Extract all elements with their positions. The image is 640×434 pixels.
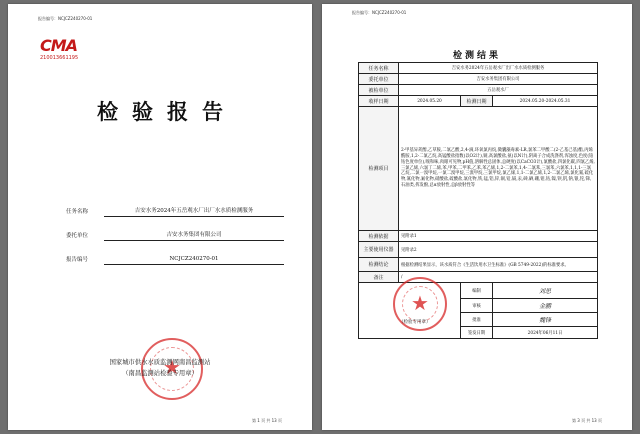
seal-caption: （检验专用章）	[399, 320, 431, 325]
conclusion-label: 检测结论	[359, 258, 399, 272]
inspected-label: 被检单位	[359, 85, 399, 96]
page-number: 第 3 页 共 13 页	[572, 418, 602, 423]
issuer	[8, 357, 312, 379]
page-number: 第 1 页 共 13 页	[252, 418, 282, 423]
task-label: 任务名称	[359, 63, 399, 74]
basis-label: 检测依据	[359, 231, 399, 242]
instrument-value: 见附录2	[399, 242, 598, 258]
report-number-header: 报告编号：NCJCZ240270-01	[352, 10, 407, 15]
client-label: 委托单位	[66, 233, 89, 239]
instrument-label: 主要使用仪器	[359, 242, 399, 258]
approve-label: 批准	[461, 313, 493, 327]
issuer-name: 国家城市供水水质监测网南昌监测站	[109, 359, 211, 366]
task-value: 吉安水务2024年五岳观水厂出厂水水质检测服务	[399, 63, 598, 74]
conclusion-value: 根据检测结果显示，该水质符合《生活饮用水卫生标准》(GB 5749-2022)的标准要求。	[399, 258, 598, 272]
test-date-label: 检测日期	[461, 96, 493, 107]
cma-mark: CMA	[40, 36, 78, 55]
remarks-label: 备注	[359, 272, 399, 283]
issue-date-label: 签发日期	[461, 327, 493, 339]
results-title: 检测结果	[452, 51, 501, 61]
table-row	[359, 231, 598, 242]
basis-value: 见附录1	[399, 231, 598, 242]
seal-star-icon: ★	[163, 355, 181, 379]
report-number-header: 报告编号：NCJCZ240270-01	[38, 16, 93, 21]
task-name-value: 吉安水务2024年五岳观水厂出厂水水质检测服务	[104, 206, 284, 217]
compile-label: 编制	[461, 283, 493, 299]
cma-logo	[40, 38, 88, 61]
seal-star-icon: ★	[411, 291, 429, 315]
results-page	[322, 4, 632, 430]
compile-signature: 刘思	[493, 283, 598, 299]
received-value: 2024.05.20	[399, 96, 461, 107]
table-row	[359, 283, 598, 299]
approve-signature: 魏锋	[493, 313, 598, 327]
task-name-row	[66, 204, 284, 217]
client-value: 吉安水务集团有限公司	[104, 230, 284, 241]
table-row	[359, 272, 598, 283]
inspected-value: 五岳观水厂	[399, 85, 598, 96]
report-number-row	[66, 252, 284, 265]
issuer-seal-note: （南昌监测站检验专用章）	[122, 370, 198, 377]
report-number-value: NCJCZ240270-01	[104, 256, 284, 265]
items-label: 检测项目	[359, 107, 399, 231]
client-row	[66, 228, 284, 241]
received-label: 收样日期	[359, 96, 399, 107]
report-title: 检验报告	[97, 99, 237, 124]
review-signature: 金鹏	[493, 299, 598, 313]
test-date-value: 2024.05.20-2024.05.31	[493, 96, 598, 107]
review-label: 审核	[461, 299, 493, 313]
table-row	[359, 96, 598, 107]
table-row	[359, 63, 598, 74]
cma-number: 210013661195	[40, 55, 79, 61]
items-value: 2-甲基异莰醇,乙草胺,二氯乙酸,2,4-滴,环氧氯丙烷,微囊藻毒素-LR,氯苯二甲酸二(2-乙基己基)酯,丙烯酰胺,1,2-二氯乙烷,高锰酸盐指数(以O2计),铜,高氯酸盐,氨(以N计),阴离子合成洗涤剂,浑浊度,色度(铂钴色度单位),嗅和味,肉眼可见物,pH值,溶解性总固体,总硬度(以CaCO3计),氯酸盐,四氯化碳,四氯乙烯,三氯乙烯,六氯丁二烯,苯,甲苯,二甲苯,乙苯,苯乙烯,1,2-二氯苯,1,4-二氯苯,三氯苯,六氯苯,1,1,1-三氯乙烷,二氯一溴甲烷,一氯二溴甲烷,三溴甲烷,三氯甲烷,氯乙烯,1,1-二氯乙烯,1,2-二氯乙烯,氯化氰,硫化物,氰化物,氟化物,硝酸盐,硫酸盐,氯化物,铁,锰,铝,锌,铜,铅,镉,汞,砷,硒,硼,钼,钴,镍,钡,钒,钠,银,铊,锑,石油类,挥发酚,总α放射性,总β放射性等	[399, 107, 598, 231]
table-row	[359, 258, 598, 272]
table-row	[359, 242, 598, 258]
cover-page	[8, 4, 312, 430]
remarks-value: /	[399, 272, 598, 283]
report-number-label: 报告编号	[66, 257, 89, 263]
table-row	[359, 74, 598, 85]
task-name-label: 任务名称	[66, 209, 89, 215]
client-value: 吉安水务集团有限公司	[399, 74, 598, 85]
client-label: 委托单位	[359, 74, 399, 85]
table-row	[359, 85, 598, 96]
table-row	[359, 107, 598, 231]
results-table	[358, 62, 598, 339]
issue-date-value: 2024年06月11日	[493, 327, 598, 339]
seal-cell	[359, 283, 461, 339]
